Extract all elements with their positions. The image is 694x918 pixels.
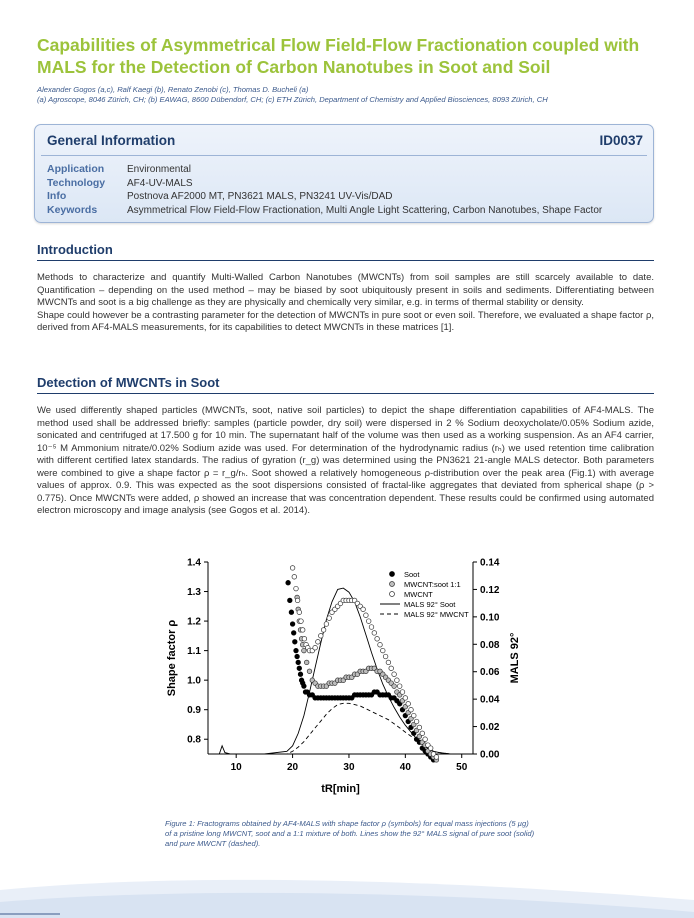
x-tick-label: 50: [456, 762, 468, 773]
data-point: [364, 613, 369, 618]
introduction-text: [37, 272, 654, 335]
data-point: [400, 690, 405, 695]
chart-legend: [380, 570, 469, 619]
authors-block: [37, 85, 667, 105]
intro-paragraph-2: Shape could however be a contrasting parameter for the detection of MWCNTs in pure soot or even soil. Therefore, we evaluated a shape factor ρ, derived from AF4-MALS measurements, for its capabilities to detect MWCNTs in these matrices [1].: [37, 309, 654, 333]
info-row-technology: [47, 177, 193, 190]
info-row-application: [47, 163, 191, 176]
legend-label: MWCNT:soot 1:1: [404, 580, 461, 589]
data-point: [412, 713, 417, 718]
data-point: [395, 678, 400, 683]
y2-axis-label: MALS 92°: [509, 632, 521, 684]
data-point: [288, 598, 293, 603]
y-axis-label: Shape factor ρ: [166, 619, 178, 697]
y2-tick-label: 0.04: [480, 694, 500, 706]
data-point: [392, 672, 397, 677]
info-value: Asymmetrical Flow Field-Flow Fractionation, Multi Angle Light Scattering, Carbon Nanotubes, Shape Factor: [127, 205, 603, 216]
detection-heading: Detection of MWCNTs in Soot: [37, 375, 654, 394]
data-point: [397, 684, 402, 689]
data-point: [297, 610, 302, 615]
legend-marker: [390, 572, 395, 577]
data-point: [307, 669, 312, 674]
y-tick-label: 1.3: [187, 587, 201, 599]
x-tick-label: 40: [399, 762, 411, 773]
y-tick-label: 1.2: [187, 616, 201, 628]
y2-tick-label: 0.10: [480, 612, 500, 624]
document-id: ID0037: [599, 133, 643, 148]
data-point: [420, 731, 425, 736]
data-point: [319, 634, 324, 639]
x-tick-label: 20: [287, 762, 299, 773]
data-point: [316, 640, 321, 645]
data-point: [434, 755, 439, 760]
data-point: [409, 707, 414, 712]
data-point: [324, 622, 329, 627]
data-point: [300, 628, 305, 633]
y-tick-label: 0.9: [187, 705, 201, 717]
data-point: [361, 607, 366, 612]
info-key: Application: [47, 163, 105, 175]
data-point: [423, 737, 428, 742]
detection-text: [37, 405, 654, 518]
data-point: [372, 631, 377, 636]
info-row-keywords: [47, 204, 602, 217]
legend-label: Soot: [404, 570, 420, 579]
data-point: [294, 648, 299, 653]
y2-tick-label: 0.06: [480, 667, 500, 679]
figure-caption: Figure 1: Fractograms obtained by AF4-MALS with shape factor ρ (symbols) for equal mass injections (5 µg) of a pristine long MWCNT, soot and a 1:1 mixture of both. Lines show the 92° MALS signal of pure soot (solid) and pure MWCNT (dashed).: [165, 819, 535, 848]
data-point: [294, 586, 299, 591]
x-tick-label: 10: [230, 762, 242, 773]
y-tick-label: 1.1: [187, 646, 201, 658]
data-point: [304, 660, 309, 665]
legend-marker: [390, 582, 395, 587]
footer-wave-decoration: [0, 868, 694, 918]
data-point: [298, 672, 303, 677]
legend-label: MALS 92° Soot: [404, 600, 456, 609]
chart-axes: [166, 558, 521, 796]
data-point: [293, 640, 298, 645]
data-point: [302, 684, 307, 689]
authors-line: Alexander Gogos (a,c), Ralf Kaegi (b), Renato Zenobi (c), Thomas D. Bucheli (a): [37, 85, 309, 94]
data-point: [327, 616, 332, 621]
data-point: [389, 666, 394, 671]
data-point: [403, 696, 408, 701]
x-axis-label: tR[min]: [321, 783, 360, 795]
data-point: [291, 631, 296, 636]
data-point: [290, 566, 295, 571]
data-point: [296, 660, 301, 665]
data-point: [299, 619, 304, 624]
y-tick-label: 1.4: [187, 557, 201, 569]
legend-label: MALS 92° MWCNT: [404, 610, 469, 619]
y-tick-label: 1.0: [187, 675, 201, 687]
x-tick-label: 30: [343, 762, 355, 773]
data-point: [383, 654, 388, 659]
y2-tick-label: 0.12: [480, 584, 500, 596]
info-key: Technology: [47, 177, 106, 189]
series-line: [214, 703, 473, 754]
y2-tick-label: 0.14: [480, 557, 500, 569]
intro-paragraph-1: Methods to characterize and quantify Multi-Walled Carbon Nanotubes (MWCNTs) from soil samples are still scarcely available to date. Quantification – depending on the used method – may be biased by soot ubiquitously present in soils and sediments. Differentiating between MWCNTs and soot is a big challenge as they are physically and chemically very similar, e.g. in terms of thermal stability or density.: [37, 272, 654, 308]
data-point: [297, 666, 302, 671]
legend-label: MWCNT: [404, 590, 433, 599]
data-point: [295, 598, 300, 603]
info-key: Keywords: [47, 204, 98, 216]
general-information-box: [34, 124, 654, 223]
y2-tick-label: 0.02: [480, 722, 500, 734]
y2-tick-label: 0.00: [480, 749, 500, 761]
data-point: [386, 660, 391, 665]
data-point: [366, 619, 371, 624]
info-value: Postnova AF2000 MT, PN3621 MALS, PN3241 UV-Vis/DAD: [127, 191, 393, 202]
data-point: [369, 625, 374, 630]
introduction-heading: Introduction: [37, 242, 654, 261]
info-value: AF4-UV-MALS: [127, 178, 193, 189]
affiliations-line: (a) Agroscope, 8046 Zürich, CH; (b) EAWAG, 8600 Dübendorf, CH; (c) ETH Zürich, Department of Chemistry and Applied Biosciences, 8093 Zürich, CH: [37, 95, 548, 104]
data-point: [375, 637, 380, 642]
data-point: [414, 719, 419, 724]
data-point: [289, 610, 294, 615]
data-point: [417, 725, 422, 730]
data-point: [302, 637, 307, 642]
data-point: [295, 654, 300, 659]
data-point: [428, 746, 433, 751]
info-divider: [41, 155, 647, 156]
y2-tick-label: 0.08: [480, 639, 500, 651]
data-point: [286, 580, 291, 585]
data-point: [378, 642, 383, 647]
page-title: Capabilities of Asymmetrical Flow Field-Flow Fractionation coupled with MALS for the Detection of Carbon Nanotubes in Soot and Soil: [37, 35, 640, 77]
info-row-info: [47, 190, 393, 203]
data-point: [406, 702, 411, 707]
info-key: Info: [47, 190, 67, 202]
data-point: [321, 628, 326, 633]
data-point: [290, 622, 295, 627]
data-point: [392, 684, 397, 689]
fractogram-chart: [160, 552, 530, 802]
data-point: [292, 575, 297, 580]
data-point: [313, 645, 318, 650]
legend-marker: [390, 592, 395, 597]
info-value: Environmental: [127, 164, 191, 175]
info-heading: General Information: [47, 133, 176, 148]
y-tick-label: 0.8: [187, 734, 201, 746]
data-point: [381, 648, 386, 653]
detection-paragraph-1: We used differently shaped particles (MWCNTs, soot, native soil particles) to depict the shape differentiation capabilities of AF4-MALS. The method used shall be addressed briefly: samples (particle powder, dry soil) were dispersed in 2 % Sodium deoxycholate/0.05% Sodium azide, sonicated and centrifuged at 17.500 g for 10 min. The supernatant half of the volume was then used as a working suspension. As an AF4 carrier, 10⁻⁵ M Ammonium nitrate/0.02% Sodium azide was used. For determination of the hydrodynamic radius (rₕ) we used retention time calibration with different certified latex standards. The radius of gyration (r_g) was determined using the PN3621 21-angle MALS detector. Both parameters were combined to give a shape factor ρ = r_g/rₕ. Soot showed a relatively homogeneous ρ-distribution over the peak area (Fig.1) with average values of approx. 0.9. This was expected as the soot dispersions consisted of fractal-like aggregates that deviated from spherical shape (ρ > 0.775). Once MWCNTs were added, ρ showed an increase that was concentration dependent. These results could be confirmed using automated electron microscopy and image analysis (see Gogos et al. 2014).: [37, 405, 654, 516]
